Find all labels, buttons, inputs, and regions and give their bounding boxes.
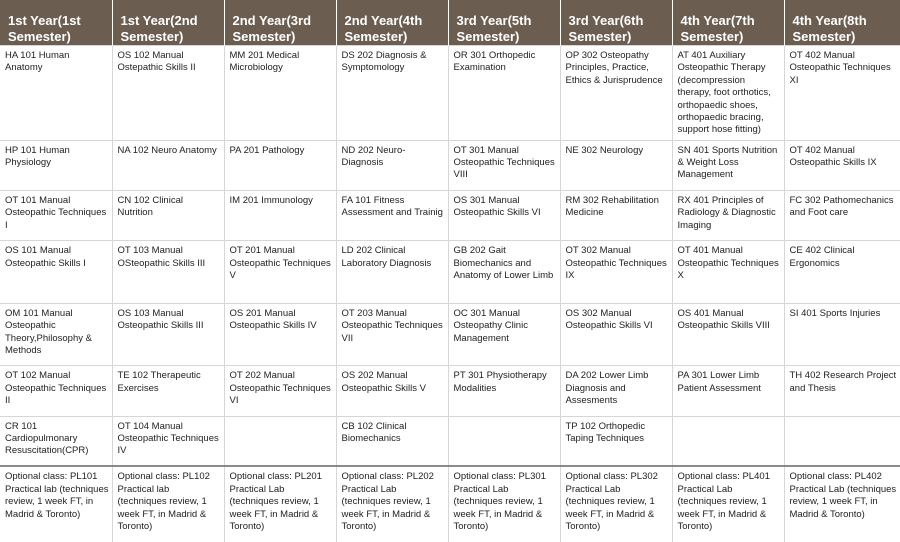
course-cell: OS 101 Manual Osteopathic Skills I — [0, 241, 112, 303]
course-cell: TH 402 Research Project and Thesis — [784, 366, 900, 416]
course-cell: OT 103 Manual OSteopathic Skills III — [112, 241, 224, 303]
course-cell: CE 402 Clinical Ergonomics — [784, 241, 900, 303]
course-cell: IM 201 Immunology — [224, 190, 336, 240]
header-row — [0, 0, 900, 46]
course-cell: HA 101 Human Anatomy — [0, 46, 112, 141]
optional-class-cell: Optional class: PL402 Practical Lab (techniques review, 1 week FT, in Madrid & Toronto) — [784, 466, 900, 542]
course-cell: OS 202 Manual Osteopathic Skills V — [336, 366, 448, 416]
table-row — [0, 303, 900, 365]
course-cell: OT 402 Manual Osteopathic Techniques XI — [784, 46, 900, 141]
course-cell: OT 102 Manual Osteopathic Techniques II — [0, 366, 112, 416]
course-cell: FA 101 Fitness Assessment and Trainig — [336, 190, 448, 240]
optional-row — [0, 466, 900, 542]
course-cell: NA 102 Neuro Anatomy — [112, 140, 224, 190]
table-row — [0, 366, 900, 416]
semester-header-1: 1st Year(1st Semester) — [0, 0, 112, 46]
optional-class-cell: Optional class: PL201 Practical Lab (techniques review, 1 week FT, in Madrid & Toronto) — [224, 466, 336, 542]
course-cell: OT 402 Manual Osteopathic Skills IX — [784, 140, 900, 190]
course-cell — [672, 416, 784, 466]
course-cell: NE 302 Neurology — [560, 140, 672, 190]
optional-class-cell: Optional class: PL202 Practical Lab (techniques review, 1 week FT, in Madrid & Toronto) — [336, 466, 448, 542]
course-cell: OT 401 Manual Osteopathic Techniques X — [672, 241, 784, 303]
course-cell: DA 202 Lower Limb Diagnosis and Assesments — [560, 366, 672, 416]
course-cell: OT 302 Manual Osteopathic Techniques IX — [560, 241, 672, 303]
course-cell: OT 104 Manual Osteopathic Techniques IV — [112, 416, 224, 466]
course-cell: OT 301 Manual Osteopathic Techniques VIII — [448, 140, 560, 190]
course-cell: PT 301 Physiotherapy Modalities — [448, 366, 560, 416]
course-cell: DS 202 Diagnosis & Symptomology — [336, 46, 448, 141]
course-cell: CB 102 Clinical Biomechanics — [336, 416, 448, 466]
optional-class-cell: Optional class: PL302 Practical Lab (techniques review, 1 week FT, in Madrid & Toronto) — [560, 466, 672, 542]
course-cell: RX 401 Principles of Radiology & Diagnostic Imaging — [672, 190, 784, 240]
optional-class-cell: Optional class: PL401 Practical Lab (techniques review, 1 week FT, in Madrid & Toronto) — [672, 466, 784, 542]
semester-header-4: 2nd Year(4th Semester) — [336, 0, 448, 46]
table-row — [0, 190, 900, 240]
semester-header-8: 4th Year(8th Semester) — [784, 0, 900, 46]
course-cell — [448, 416, 560, 466]
course-cell: OM 101 Manual Osteopathic Theory,Philosophy & Methods — [0, 303, 112, 365]
course-cell: TP 102 Orthopedic Taping Techniques — [560, 416, 672, 466]
course-cell: OS 401 Manual Osteopathic Skills VIII — [672, 303, 784, 365]
course-cell: MM 201 Medical Microbiology — [224, 46, 336, 141]
course-cell: HP 101 Human Physiology — [0, 140, 112, 190]
course-cell: OS 103 Manual Osteopathic Skills III — [112, 303, 224, 365]
optional-class-cell: Optional class: PL102 Practical lab (techniques review, 1 week FT, in Madrid & Toronto) — [112, 466, 224, 542]
course-cell: SN 401 Sports Nutrition & Weight Loss Management — [672, 140, 784, 190]
optional-class-cell: Optional class: PL101 Practical lab (techniques review, 1 week FT, in Madrid & Toronto) — [0, 466, 112, 542]
semester-header-2: 1st Year(2nd Semester) — [112, 0, 224, 46]
course-cell — [784, 416, 900, 466]
optional-class-cell: Optional class: PL301 Practical Lab (techniques review, 1 week FT, in Madrid & Toronto) — [448, 466, 560, 542]
course-cell: OT 203 Manual Osteopathic Techniques VII — [336, 303, 448, 365]
course-cell: CN 102 Clinical Nutrition — [112, 190, 224, 240]
table-row — [0, 140, 900, 190]
course-cell: ND 202 Neuro-Diagnosis — [336, 140, 448, 190]
course-cell: PA 201 Pathology — [224, 140, 336, 190]
course-cell: TE 102 Therapeutic Exercises — [112, 366, 224, 416]
course-cell: CR 101 Cardiopulmonary Resuscitation(CPR) — [0, 416, 112, 466]
course-cell: AT 401 Auxiliary Osteopathic Therapy (decompression therapy, foot orthotics, orthopaedic shoes, orthopaedic bracing, support hose fitting) — [672, 46, 784, 141]
course-cell: FC 302 Pathomechanics and Foot care — [784, 190, 900, 240]
course-cell: RM 302 Rehabilitation Medicine — [560, 190, 672, 240]
course-cell: OS 201 Manual Osteopathic Skills IV — [224, 303, 336, 365]
course-cell: SI 401 Sports Injuries — [784, 303, 900, 365]
course-cell: OS 102 Manual Ostepathic Skills II — [112, 46, 224, 141]
course-cell: OS 302 Manual Osteopathic Skills VI — [560, 303, 672, 365]
course-cell: OP 302 Osteopathy Principles, Practice, Ethics & Jurisprudence — [560, 46, 672, 141]
course-cell — [224, 416, 336, 466]
table-row — [0, 416, 900, 466]
course-cell: PA 301 Lower Limb Patient Assessment — [672, 366, 784, 416]
course-cell: OC 301 Manual Osteopathy Clinic Management — [448, 303, 560, 365]
course-cell: GB 202 Gait Biomechanics and Anatomy of Lower Limb — [448, 241, 560, 303]
course-cell: LD 202 Clinical Laboratory Diagnosis — [336, 241, 448, 303]
semester-header-6: 3rd Year(6th Semester) — [560, 0, 672, 46]
course-cell: OT 101 Manual Osteopathic Techniques I — [0, 190, 112, 240]
course-cell: OR 301 Orthopedic Examination — [448, 46, 560, 141]
semester-header-5: 3rd Year(5th Semester) — [448, 0, 560, 46]
semester-header-7: 4th Year(7th Semester) — [672, 0, 784, 46]
semester-header-3: 2nd Year(3rd Semester) — [224, 0, 336, 46]
course-cell: OS 301 Manual Osteopathic Skills VI — [448, 190, 560, 240]
course-cell: OT 202 Manual Osteopathic Techniques VI — [224, 366, 336, 416]
table-row — [0, 46, 900, 141]
table-row — [0, 241, 900, 303]
course-cell: OT 201 Manual Osteopathic Techniques V — [224, 241, 336, 303]
